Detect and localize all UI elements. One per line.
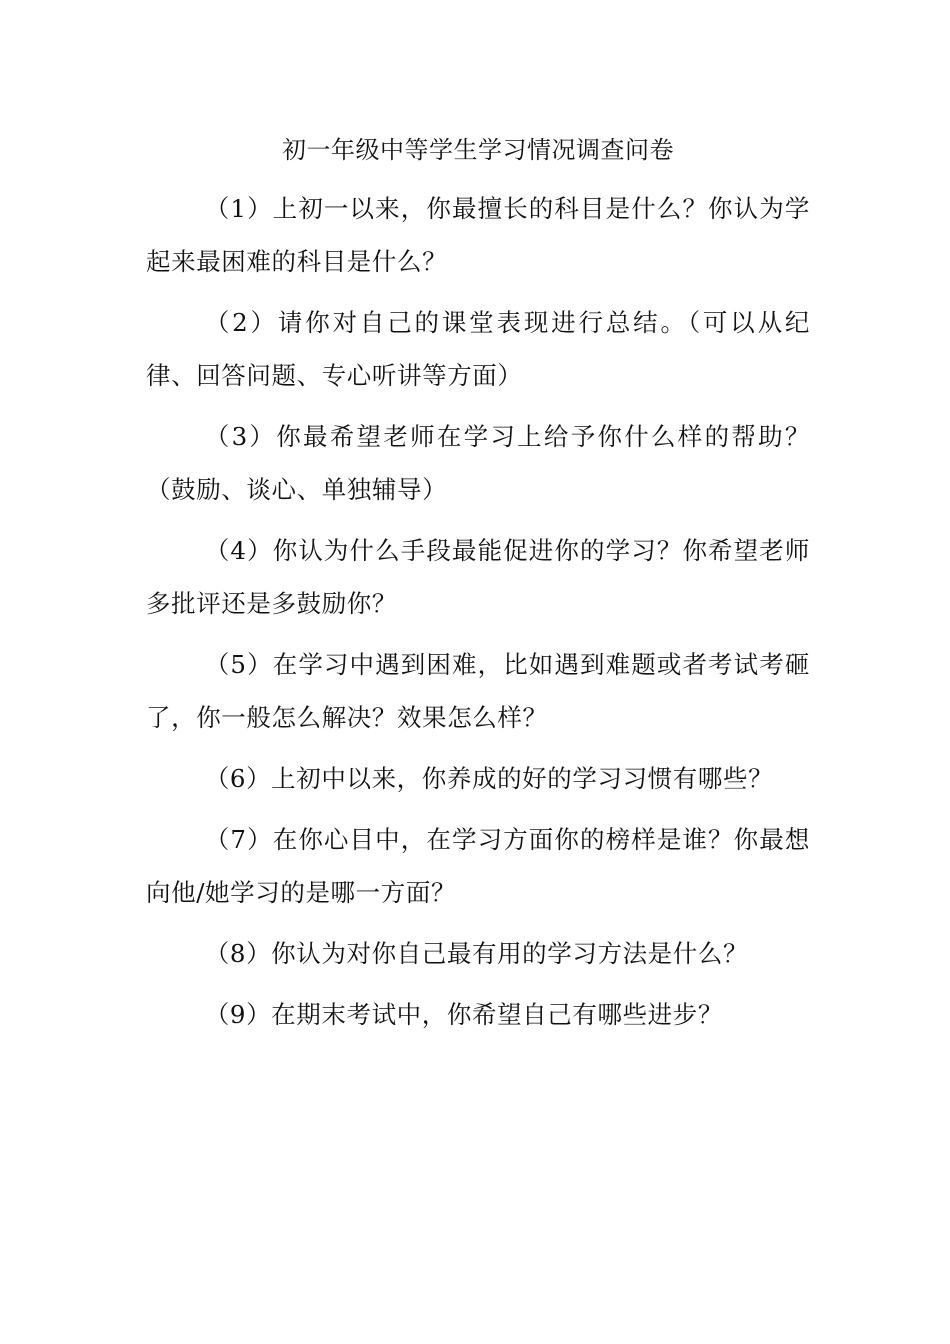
document-page	[146, 128, 810, 1049]
question-9: （9）在期末考试中，你希望自己有哪些进步？	[204, 1000, 723, 1029]
question-8: （8）你认为对你自己最有用的学习方法是什么？	[204, 939, 749, 968]
question-1: （1）上初一以来，你最擅长的科目是什么？你认为学起来最困难的科目是什么？	[146, 194, 810, 276]
question-3: （3）你最希望老师在学习上给予你什么样的帮助？（鼓励、谈心、单独辅导）	[146, 422, 810, 504]
question-7: （7）在你心目中，在学习方面你的榜样是谁？你最想向他/她学习的是哪一方面？	[146, 825, 810, 907]
question-2: （2）请你对自己的课堂表现进行总结。（可以从纪律、回答问题、专心听讲等方面）	[146, 308, 810, 390]
question-4: （4）你认为什么手段最能促进你的学习？你希望老师多批评还是多鼓励你？	[146, 536, 810, 618]
document-title: 初一年级中等学生学习情况调查问卷	[282, 136, 674, 164]
question-6: （6）上初中以来，你养成的好的学习习惯有哪些？	[204, 764, 774, 793]
question-5: （5）在学习中遇到困难，比如遇到难题或者考试考砸了，你一般怎么解决？效果怎么样？	[146, 650, 810, 732]
